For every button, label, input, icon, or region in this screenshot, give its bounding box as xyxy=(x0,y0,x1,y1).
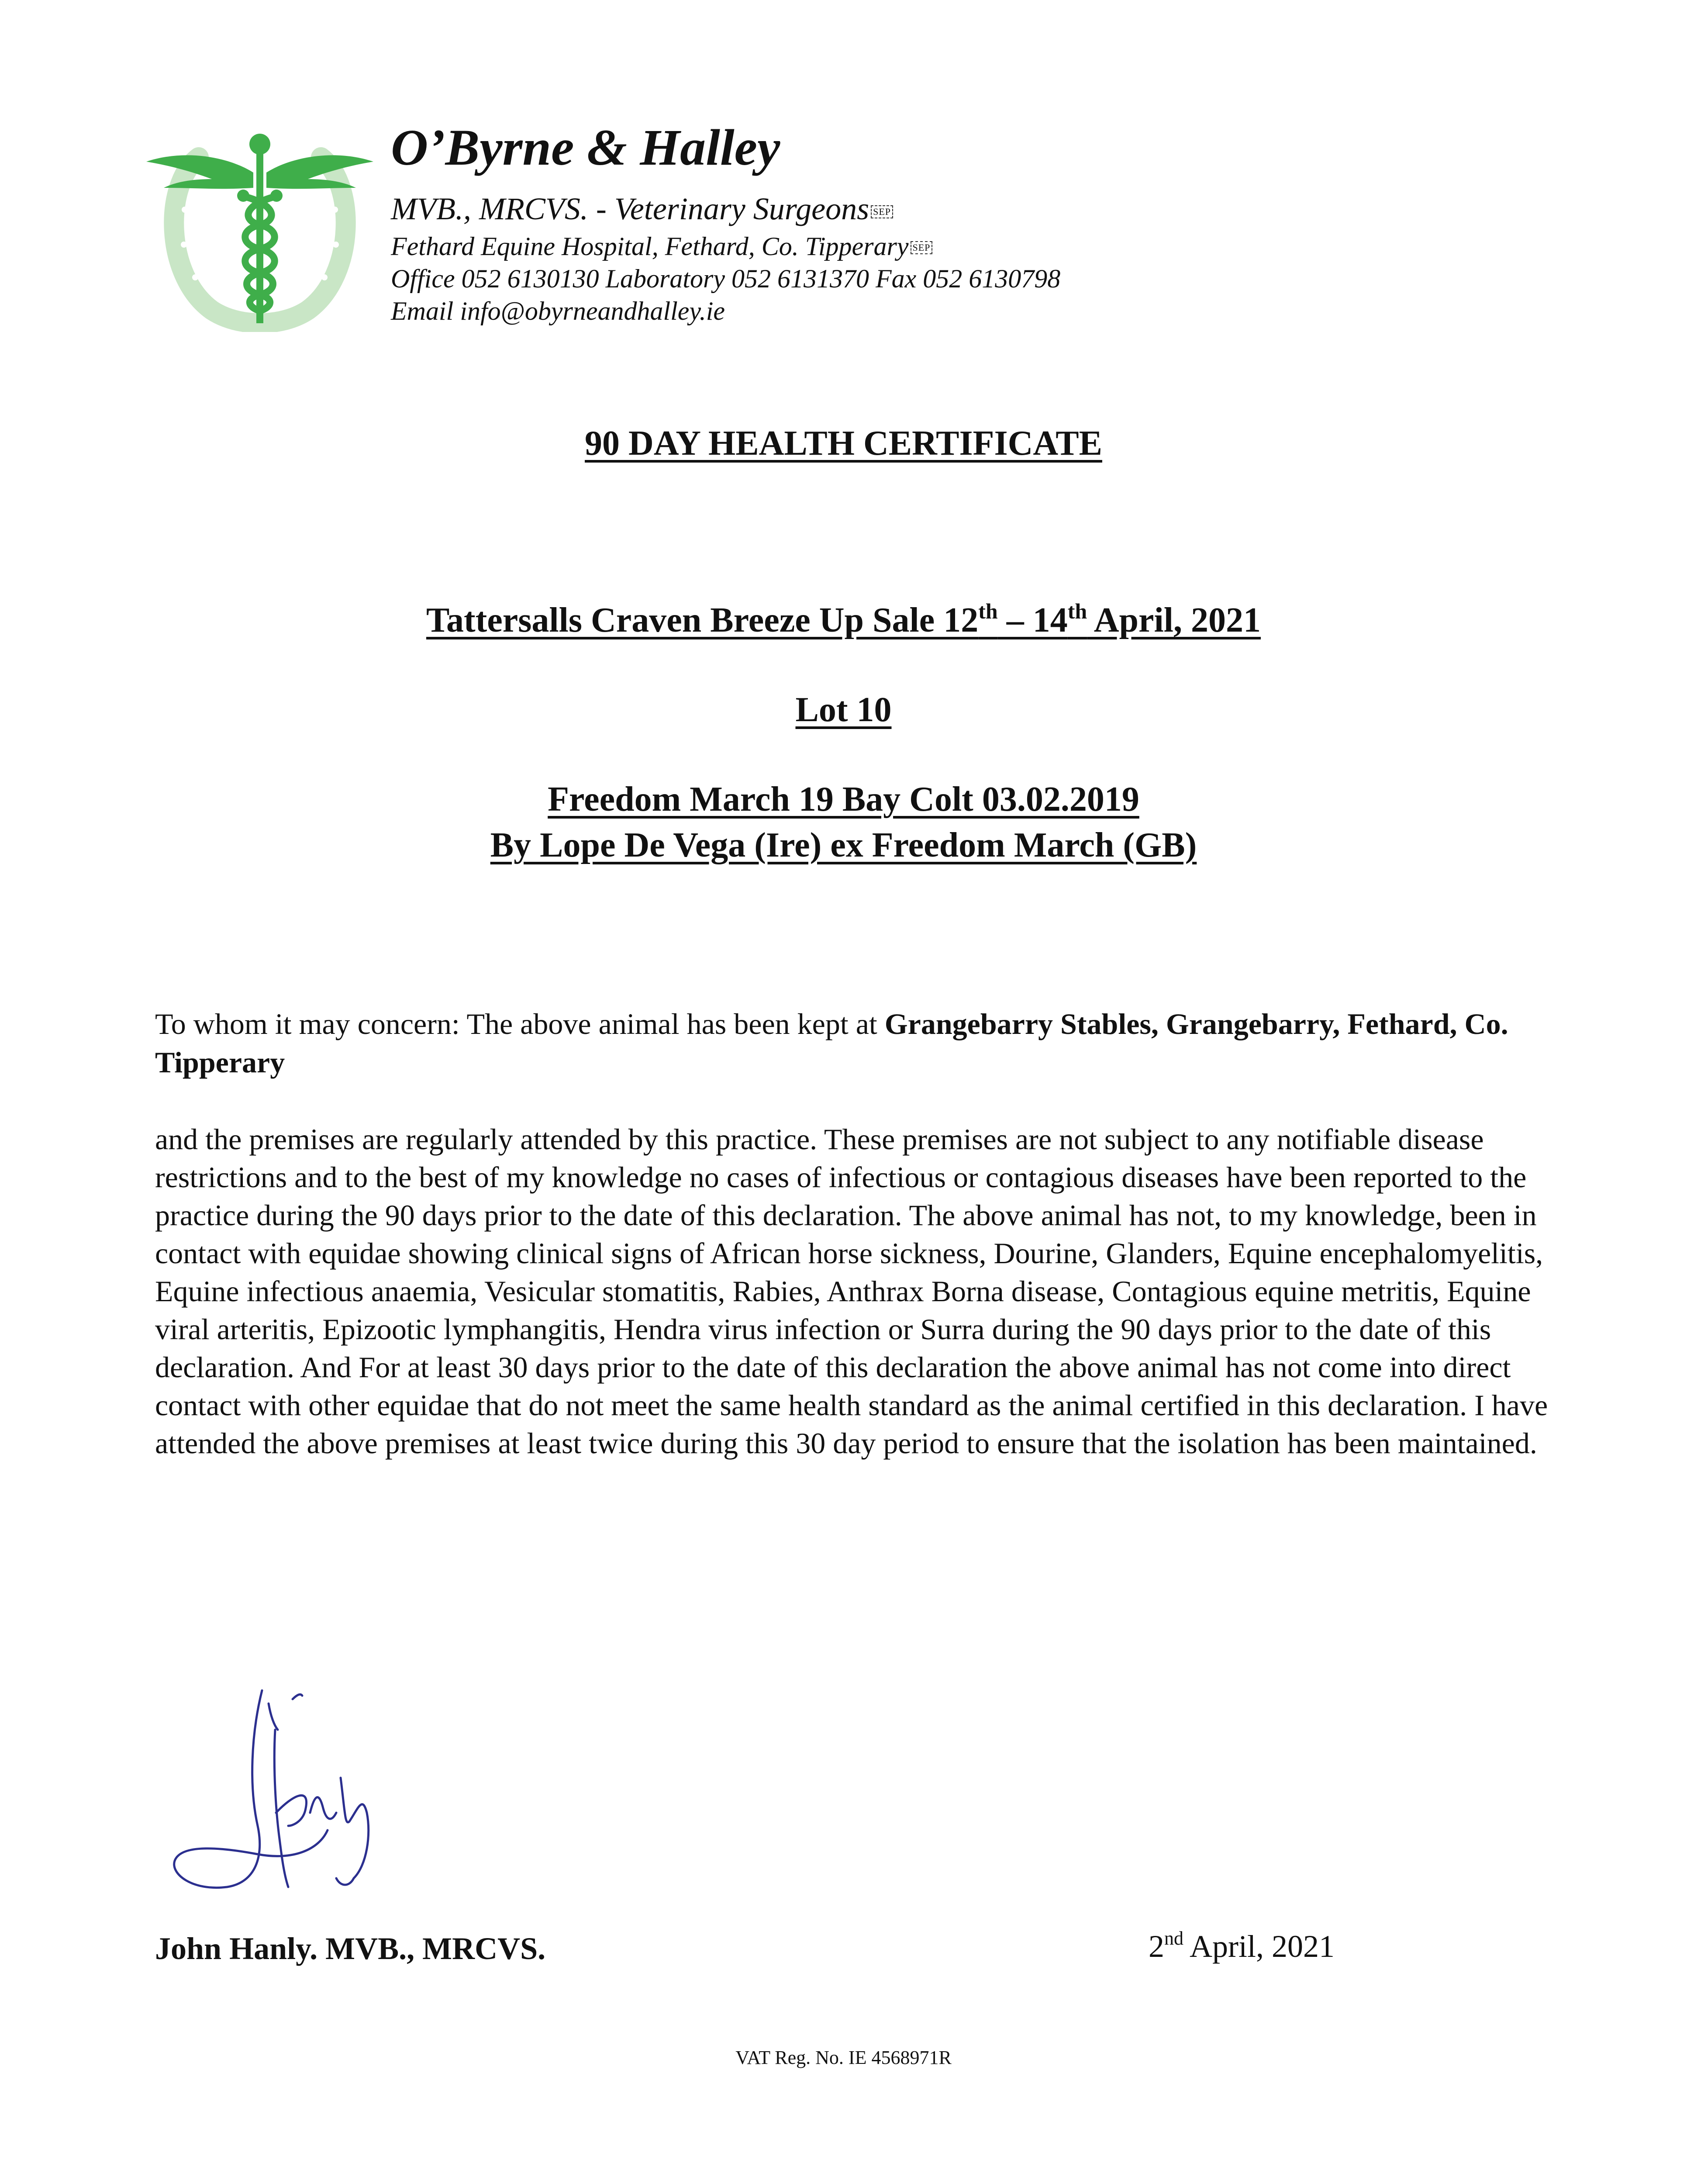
sale-prefix: Tattersalls Craven Breeze Up Sale 12 xyxy=(426,601,979,639)
letterhead-phone-numbers: Office 052 6130130 Laboratory 052 6131370 Fax 052 6130798 xyxy=(391,264,1061,293)
certificate-title: 90 DAY HEALTH CERTIFICATE xyxy=(585,424,1102,463)
date-suffix: nd xyxy=(1164,1928,1183,1949)
letterhead-email: Email info@obyrneandhalley.ie xyxy=(391,297,725,325)
lot-number: Lot 10 xyxy=(795,691,892,729)
horse-description: Freedom March 19 Bay Colt 03.02.2019 xyxy=(548,780,1139,819)
sale-suffix: April, 2021 xyxy=(1087,601,1261,639)
sale-sup-2: th xyxy=(1067,599,1087,623)
horse-pedigree: By Lope De Vega (Ire) ex Freedom March (GB) xyxy=(490,826,1197,864)
declaration-paragraph: and the premises are regularly attended by this practice. These premises are not subject to any notifiable disease restrictions and to the best of my knowledge no cases of infectious or contagious diseases have been reported to the practice during the 90 days prior to the date of this declaration. The above animal has not, to my knowledge, been in contact with equidae showing clinical signs of African horse sickness, Dourine, Glanders, Equine encephalomyelitis, Equine infectious anaemia, Vesicular stomatitis, Rabies, Anthrax Borna disease, Contagious equine metritis, Equine viral arteritis, Epizootic lymphangitis, Hendra virus infection or Surra during the 90 days prior to the date of this declaration. And For at least 30 days prior to the date of this declaration the above animal has not come into direct contact with other equidae that do not meet the same health standard as the animal certified in this declaration. I have attended the above premises at least twice during this 30 day period to ensure that the isolation has been maintained. xyxy=(155,1123,1548,1460)
date-month-year: April, 2021 xyxy=(1183,1929,1335,1964)
signatory-name: John Hanly. MVB., MRCVS. xyxy=(155,1931,546,1966)
separator-glyph-icon: SEP xyxy=(911,241,933,254)
vat-registration: VAT Reg. No. IE 4568971R xyxy=(735,2047,952,2068)
intro-text: To whom it may concern: The above animal has been kept at xyxy=(155,1007,885,1040)
handwritten-signature-icon xyxy=(162,1682,424,1926)
premises-address: Grangebarry Stables, Grangebarry, Fethard, Co. Tipperary xyxy=(155,1007,1508,1079)
letterhead-qualifications xyxy=(391,190,893,228)
sale-sup-1: th xyxy=(978,599,998,623)
intro-paragraph xyxy=(155,1005,1552,1082)
sale-heading xyxy=(0,601,1687,640)
sale-mid: – 14 xyxy=(997,601,1068,639)
date-day: 2 xyxy=(1149,1929,1164,1964)
practice-name: O’Byrne & Halley xyxy=(391,119,780,176)
letterhead-qualifications-text: MVB., MRCVS. - Veterinary Surgeons xyxy=(391,191,869,226)
letterhead-address-text: Fethard Equine Hospital, Fethard, Co. Tipperary xyxy=(391,232,909,261)
caduceus-horseshoe-logo-icon xyxy=(146,131,373,332)
separator-glyph-icon: SEP xyxy=(871,205,893,218)
signature-date xyxy=(1149,1928,1335,1965)
letterhead-address xyxy=(391,231,932,262)
